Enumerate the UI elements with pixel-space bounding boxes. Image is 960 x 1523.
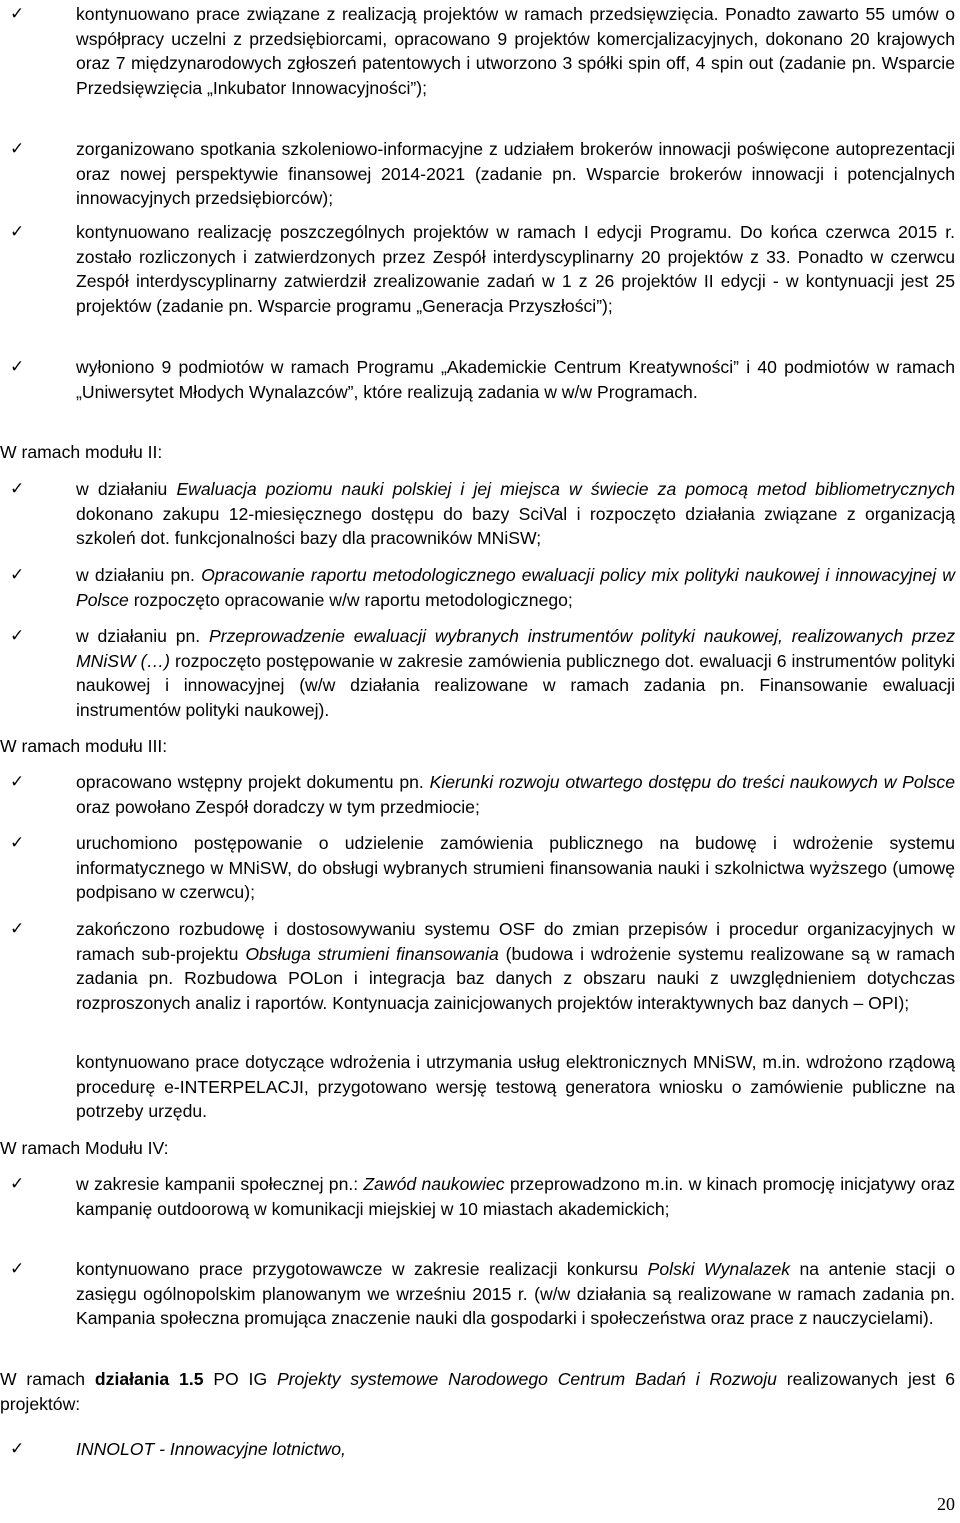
italic-text-run: Ewaluacja poziomu nauki polskiej i jej miejsca w świecie za pomocą metod bibliometrycznych: [176, 479, 955, 499]
paragraph-text: [76, 1050, 955, 1124]
text-run: kontynuowano prace związane z realizacją projektów w ramach przedsięwzięcia. Ponadto zawarto 55 umów o współpracy uczelni z przedsiębiorcami, opracowano 9 projektów komercjalizacyjnych, dokonano 20 krajowych oraz 7 międzynarodowych zgłoszeń patentowych i utworzono 3 spółki spin off, 4 spin out (zadanie pn. Wsparcie Przedsięwzięcia „Inkubator Innowacyjności”);: [76, 4, 955, 98]
checkmark-icon: ✓: [10, 833, 25, 853]
italic-text-run: Opracowanie raportu metodologicznego ewaluacji policy mix polityki naukowej i innowacyjnej w Polsce: [76, 565, 955, 610]
list-item-text: [76, 477, 955, 551]
text-run: na antenie stacji o zasięgu ogólnopolskim planowanym we wrześniu 2015 r. (w/w działania są realizowane w ramach zadania pn. Kampania społeczna promująca znaczenie nauki dla gospodarki i społeczeństwa oraz prace z nauczycielami).: [76, 1259, 955, 1328]
text-run: W ramach: [0, 1369, 95, 1389]
text-run: PO IG: [203, 1369, 277, 1389]
text-run: zakończono rozbudowę i dostosowywaniu systemu OSF do zmian przepisów i procedur organizacyjnych w ramach sub-projektu: [76, 919, 955, 964]
text-run: opracowano wstępny projekt dokumentu pn.: [76, 772, 430, 792]
text-run: przeprowadzono m.in. w kinach promocję inicjatywy oraz kampanię outdoorową w komunikacji miejskiej w 10 miastach akademickich;: [76, 1174, 956, 1219]
text-run: W ramach modułu III:: [0, 736, 168, 756]
text-run: w działaniu pn.: [76, 565, 202, 585]
italic-text-run: INNOLOT - Innowacyjne lotnictwo,: [76, 1439, 346, 1459]
checkmark-icon: ✓: [10, 357, 25, 377]
text-run: wyłoniono 9 podmiotów w ramach Programu „Akademickie Centrum Kreatywności” i 40 podmiotów w ramach „Uniwersytet Młodych Wynalazców”, które realizują zadania w w/w Programach.: [76, 357, 955, 402]
checkmark-icon: ✓: [10, 772, 25, 792]
list-item-text: [76, 355, 955, 404]
list-item-text: [76, 1437, 955, 1462]
list-item-text: [76, 831, 955, 905]
text-run: rozpoczęto opracowanie w/w raportu metodologicznego;: [128, 589, 573, 610]
text-run: w działaniu: [76, 479, 177, 499]
checkmark-icon: ✓: [10, 479, 25, 499]
checkmark-icon: ✓: [10, 565, 25, 585]
section-heading-projects: [0, 1367, 955, 1416]
checkmark-icon: ✓: [10, 1259, 25, 1279]
italic-text-run: Polski Wynalazek: [647, 1259, 791, 1279]
list-item-text: [76, 917, 955, 1015]
italic-text-run: Projekty systemowe Narodowego Centrum Badań i Rozwoju: [276, 1369, 777, 1389]
text-run: realizowanych jest 6 projektów:: [0, 1369, 955, 1414]
section-heading-module-3: [0, 734, 955, 759]
page-number: 20: [937, 1494, 955, 1514]
text-run: w działaniu pn.: [76, 626, 209, 646]
italic-text-run: Zawód naukowiec: [363, 1174, 505, 1194]
checkmark-icon: ✓: [10, 139, 25, 159]
text-run: zorganizowano spotkania szkoleniowo-informacyjne z udziałem brokerów innowacji poświęcone autoprezentacji oraz nowej perspektywie finansowej 2014-2021 (zadanie pn. Wsparcie brokerów innowacji i potencjalnych innowacyjnych przedsiębiorców);: [76, 139, 955, 208]
text-run: oraz powołano Zespół doradczy w tym przedmiocie;: [76, 796, 480, 817]
section-heading-module-4: [0, 1136, 955, 1161]
text-run: w zakresie kampanii społecznej pn.:: [76, 1174, 364, 1194]
text-run: dokonano zakupu 12-miesięcznego dostępu do bazy SciVal i rozpoczęto działania związane z organizacją szkoleń dot. funkcjonalności bazy dla pracowników MNiSW;: [76, 503, 955, 548]
list-item-text: [76, 220, 955, 318]
list-item-text: [76, 563, 955, 612]
text-run: kontynuowano prace przygotowawcze w zakresie realizacji konkursu: [76, 1259, 648, 1279]
checkmark-icon: ✓: [10, 4, 25, 24]
italic-text-run: Obsługa strumieni finansowania: [245, 943, 499, 964]
list-item-text: [76, 1257, 955, 1331]
list-item-text: [76, 2, 955, 100]
text-run: kontynuowano realizację poszczególnych projektów w ramach I edycji Programu. Do końca czerwca 2015 r. zostało rozliczonych i zatwierdzonych przez Zespół interdyscyplinarny 20 projektów z 33. Ponadto w czerwcu Zespół interdyscyplinarny zatwierdził zrealizowanie zadań w 1 z 26 projektów II edycji - w kontynuacji jest 25 projektów (zadanie pn. Wsparcie programu „Generacja Przyszłości”);: [76, 222, 955, 316]
text-run: rozpoczęto postępowanie w zakresie zamówienia publicznego dot. ewaluacji 6 instrumentów polityki naukowej i innowacyjnej (w/w działania realizowane w ramach zadania pn. Finansowanie ewaluacji instrumentów polityki naukowej).: [76, 650, 955, 720]
list-item-text: [76, 137, 955, 211]
checkmark-icon: ✓: [10, 919, 25, 939]
italic-text-run: Przeprowadzenie ewaluacji wybranych instrumentów polityki naukowej, realizowanych przez MNiSW (…): [76, 626, 955, 671]
checkmark-icon: ✓: [10, 626, 25, 646]
list-item-text: [76, 624, 955, 722]
text-run: kontynuowano prace dotyczące wdrożenia i utrzymania usług elektronicznych MNiSW, m.in. wdrożono rządową procedurę e-INTERPELACJI, przygotowano wersję testową generatora wniosku o zamówienie publiczne na potrzeby urzędu.: [76, 1052, 955, 1121]
italic-text-run: Kierunki rozwoju otwartego dostępu do treści naukowych w Polsce: [429, 772, 955, 792]
text-run: W ramach modułu II:: [0, 442, 163, 462]
section-heading-module-2: [0, 440, 955, 465]
list-item-text: [76, 1172, 955, 1221]
bold-text-run: działania 1.5: [94, 1369, 204, 1389]
checkmark-icon: ✓: [10, 222, 25, 242]
list-item-text: [76, 770, 955, 819]
text-run: (budowa i wdrożenie systemu realizowane są w ramach zadania pn. Rozbudowa POLon i integracja baz danych z obszaru nauki z uwzględnieniem dotychczas rozproszonych analiz i raportów. Kontynuacja zainicjowanych projektów interaktywnych baz danych – OPI);: [76, 943, 955, 1013]
checkmark-icon: ✓: [10, 1174, 25, 1194]
checkmark-icon: ✓: [10, 1439, 25, 1459]
text-run: uruchomiono postępowanie o udzielenie zamówienia publicznego na budowę i wdrożenie systemu informatycznego w MNiSW, do obsługi wybranych strumieni finansowania nauki i szkolnictwa wyższego (umowę podpisano w czerwcu);: [76, 833, 955, 902]
text-run: W ramach Modułu IV:: [0, 1138, 169, 1158]
